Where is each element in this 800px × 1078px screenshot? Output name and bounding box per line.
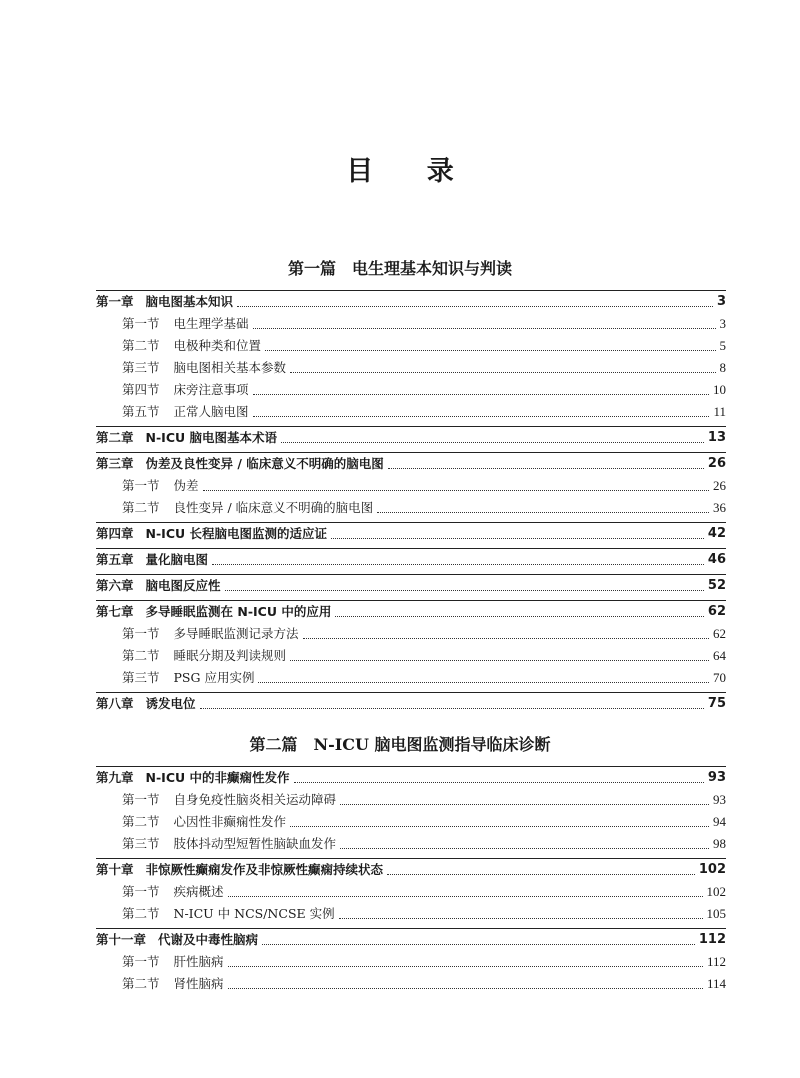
chapter-entry[interactable] <box>96 768 726 789</box>
page-number: 75 <box>707 696 726 711</box>
chapter-entry[interactable] <box>96 292 726 313</box>
chapter-label: 第六章 <box>96 578 134 593</box>
page-number: 26 <box>713 478 726 493</box>
section-title: 肢体抖动型短暂性脑缺血发作 <box>173 836 337 851</box>
dot-leader <box>281 442 704 443</box>
chapter-entry[interactable] <box>96 694 726 715</box>
section-entry[interactable] <box>96 335 726 357</box>
section-entry[interactable] <box>96 313 726 335</box>
chapter-entry[interactable] <box>96 930 726 951</box>
dot-leader <box>387 874 695 875</box>
dot-leader <box>290 660 709 661</box>
chapter-title: 量化脑电图 <box>145 552 209 567</box>
page-number: 64 <box>713 648 726 663</box>
section-label: 第一节 <box>122 792 160 807</box>
chapter-group <box>96 858 726 928</box>
page-number: 112 <box>706 954 726 969</box>
chapter-entry[interactable] <box>96 428 726 449</box>
section-title: 床旁注意事项 <box>173 382 249 397</box>
chapter-entry[interactable] <box>96 602 726 623</box>
section-title: 电极种类和位置 <box>173 338 262 353</box>
page-number: 11 <box>713 404 726 419</box>
dot-leader <box>200 708 704 709</box>
dot-leader <box>303 638 709 639</box>
section-label: 第二节 <box>122 976 160 991</box>
chapter-entry[interactable] <box>96 860 726 881</box>
chapter-label: 第八章 <box>96 696 134 711</box>
dot-leader <box>237 306 713 307</box>
section-entry[interactable] <box>96 357 726 379</box>
page-number: 42 <box>707 526 726 541</box>
section-label: 第三节 <box>122 360 160 375</box>
section-entry[interactable] <box>96 497 726 519</box>
section-label: 第二节 <box>122 500 160 515</box>
dot-leader <box>225 590 704 591</box>
section-label: 第三节 <box>122 836 160 851</box>
page-number: 5 <box>719 338 726 353</box>
section-title: 自身免疫性脑炎相关运动障碍 <box>173 792 337 807</box>
section-label: 第三节 <box>122 670 160 685</box>
page-number: 13 <box>707 430 726 445</box>
chapter-title: 脑电图基本知识 <box>145 294 234 309</box>
chapter-label: 第七章 <box>96 604 134 619</box>
chapter-label: 第九章 <box>96 770 134 785</box>
dot-leader <box>331 538 704 539</box>
section-label: 第一节 <box>122 626 160 641</box>
section-label: 第二节 <box>122 814 160 829</box>
page-number: 26 <box>707 456 726 471</box>
chapter-title: N-ICU 脑电图基本术语 <box>145 430 277 445</box>
chapter-group <box>96 548 726 574</box>
section-title: N-ICU 中 NCS/NCSE 实例 <box>173 906 335 921</box>
dot-leader <box>339 918 703 919</box>
chapter-group <box>96 574 726 600</box>
page-number: 112 <box>698 932 726 947</box>
chapter-label: 第一章 <box>96 294 134 309</box>
chapter-title: 代谢及中毒性脑病 <box>158 932 259 947</box>
section-entry[interactable] <box>96 475 726 497</box>
chapter-label: 第十一章 <box>96 932 147 947</box>
chapter-group <box>96 928 726 998</box>
chapter-entry[interactable] <box>96 454 726 475</box>
page-number: 8 <box>719 360 726 375</box>
chapter-group <box>96 452 726 522</box>
section-entry[interactable] <box>96 881 726 903</box>
section-entry[interactable] <box>96 379 726 401</box>
page-number: 70 <box>713 670 726 685</box>
page-number: 3 <box>716 294 726 309</box>
section-entry[interactable] <box>96 645 726 667</box>
part-heading <box>0 734 800 756</box>
chapter-group <box>96 766 726 858</box>
dot-leader <box>253 416 710 417</box>
chapter-label: 第五章 <box>96 552 134 567</box>
section-label: 第五节 <box>122 404 160 419</box>
section-entry[interactable] <box>96 951 726 973</box>
section-title: 多导睡眠监测记录方法 <box>173 626 299 641</box>
section-label: 第二节 <box>122 338 160 353</box>
page-number: 94 <box>713 814 726 829</box>
section-entry[interactable] <box>96 623 726 645</box>
page-number: 10 <box>713 382 726 397</box>
section-entry[interactable] <box>96 811 726 833</box>
section-label: 第二节 <box>122 906 160 921</box>
page-title: 目 录 <box>346 156 476 187</box>
page-number: 102 <box>706 884 726 899</box>
dot-leader <box>335 616 704 617</box>
dot-leader <box>388 468 704 469</box>
chapter-label: 第二章 <box>96 430 134 445</box>
dot-leader <box>290 372 715 373</box>
chapter-title: N-ICU 中的非癫痫性发作 <box>145 770 290 785</box>
part-number: 第二篇 <box>249 735 298 754</box>
section-title: PSG 应用实例 <box>173 670 255 685</box>
chapter-group <box>96 290 726 426</box>
toc-part-2 <box>0 766 800 998</box>
section-title: 正常人脑电图 <box>173 404 249 419</box>
section-title: 肾性脑病 <box>173 976 224 991</box>
section-entry[interactable] <box>96 973 726 995</box>
page-number: 102 <box>698 862 726 877</box>
section-label: 第一节 <box>122 954 160 969</box>
section-label: 第一节 <box>122 478 160 493</box>
dot-leader <box>228 988 703 989</box>
page-number: 62 <box>713 626 726 641</box>
page-number: 105 <box>706 906 726 921</box>
dot-leader <box>228 966 703 967</box>
part-title: 电生理基本知识与判读 <box>352 259 513 278</box>
part-title: N-ICU 脑电图监测指导临床诊断 <box>313 735 551 754</box>
section-title: 电生理学基础 <box>173 316 249 331</box>
section-entry[interactable] <box>96 833 726 855</box>
section-title: 心因性非癫痫性发作 <box>173 814 287 829</box>
chapter-group <box>96 522 726 548</box>
dot-leader <box>265 350 715 351</box>
chapter-title: 诱发电位 <box>145 696 196 711</box>
chapter-group <box>96 600 726 692</box>
part-heading <box>0 258 800 280</box>
chapter-title: 脑电图反应性 <box>145 578 221 593</box>
part-number: 第一篇 <box>287 259 336 278</box>
section-title: 疾病概述 <box>173 884 224 899</box>
dot-leader <box>228 896 703 897</box>
dot-leader <box>253 394 709 395</box>
section-title: 良性变异 / 临床意义不明确的脑电图 <box>173 500 374 515</box>
section-entry[interactable] <box>96 667 726 689</box>
section-label: 第二节 <box>122 648 160 663</box>
dot-leader <box>294 782 704 783</box>
chapter-title: N-ICU 长程脑电图监测的适应证 <box>145 526 327 541</box>
chapter-title: 多导睡眠监测在 N-ICU 中的应用 <box>145 604 332 619</box>
page-number: 36 <box>713 500 726 515</box>
toc-part-1 <box>0 290 800 718</box>
chapter-label: 第十章 <box>96 862 134 877</box>
chapter-entry[interactable] <box>96 576 726 597</box>
section-entry[interactable] <box>96 789 726 811</box>
page-number: 46 <box>707 552 726 567</box>
section-entry[interactable] <box>96 401 726 423</box>
dot-leader <box>340 804 709 805</box>
chapter-title: 非惊厥性癫痫发作及非惊厥性癫痫持续状态 <box>145 862 384 877</box>
page-number: 114 <box>706 976 726 991</box>
dot-leader <box>340 848 709 849</box>
section-entry[interactable] <box>96 903 726 925</box>
dot-leader <box>290 826 709 827</box>
dot-leader <box>203 490 709 491</box>
chapter-label: 第三章 <box>96 456 134 471</box>
section-title: 睡眠分期及判读规则 <box>173 648 287 663</box>
chapter-label: 第四章 <box>96 526 134 541</box>
chapter-entry[interactable] <box>96 524 726 545</box>
dot-leader <box>258 682 709 683</box>
page-number: 62 <box>707 604 726 619</box>
page-number: 98 <box>713 836 726 851</box>
chapter-entry[interactable] <box>96 550 726 571</box>
dot-leader <box>253 328 716 329</box>
chapter-group <box>96 426 726 452</box>
section-title: 肝性脑病 <box>173 954 224 969</box>
page-number: 52 <box>707 578 726 593</box>
dot-leader <box>262 944 695 945</box>
section-label: 第一节 <box>122 316 160 331</box>
section-title: 伪差 <box>173 478 199 493</box>
chapter-group <box>96 692 726 718</box>
page-number: 3 <box>719 316 726 331</box>
section-title: 脑电图相关基本参数 <box>173 360 287 375</box>
chapter-title: 伪差及良性变异 / 临床意义不明确的脑电图 <box>145 456 384 471</box>
page-number: 93 <box>707 770 726 785</box>
section-label: 第四节 <box>122 382 160 397</box>
dot-leader <box>377 512 709 513</box>
section-label: 第一节 <box>122 884 160 899</box>
dot-leader <box>212 564 704 565</box>
page-number: 93 <box>713 792 726 807</box>
